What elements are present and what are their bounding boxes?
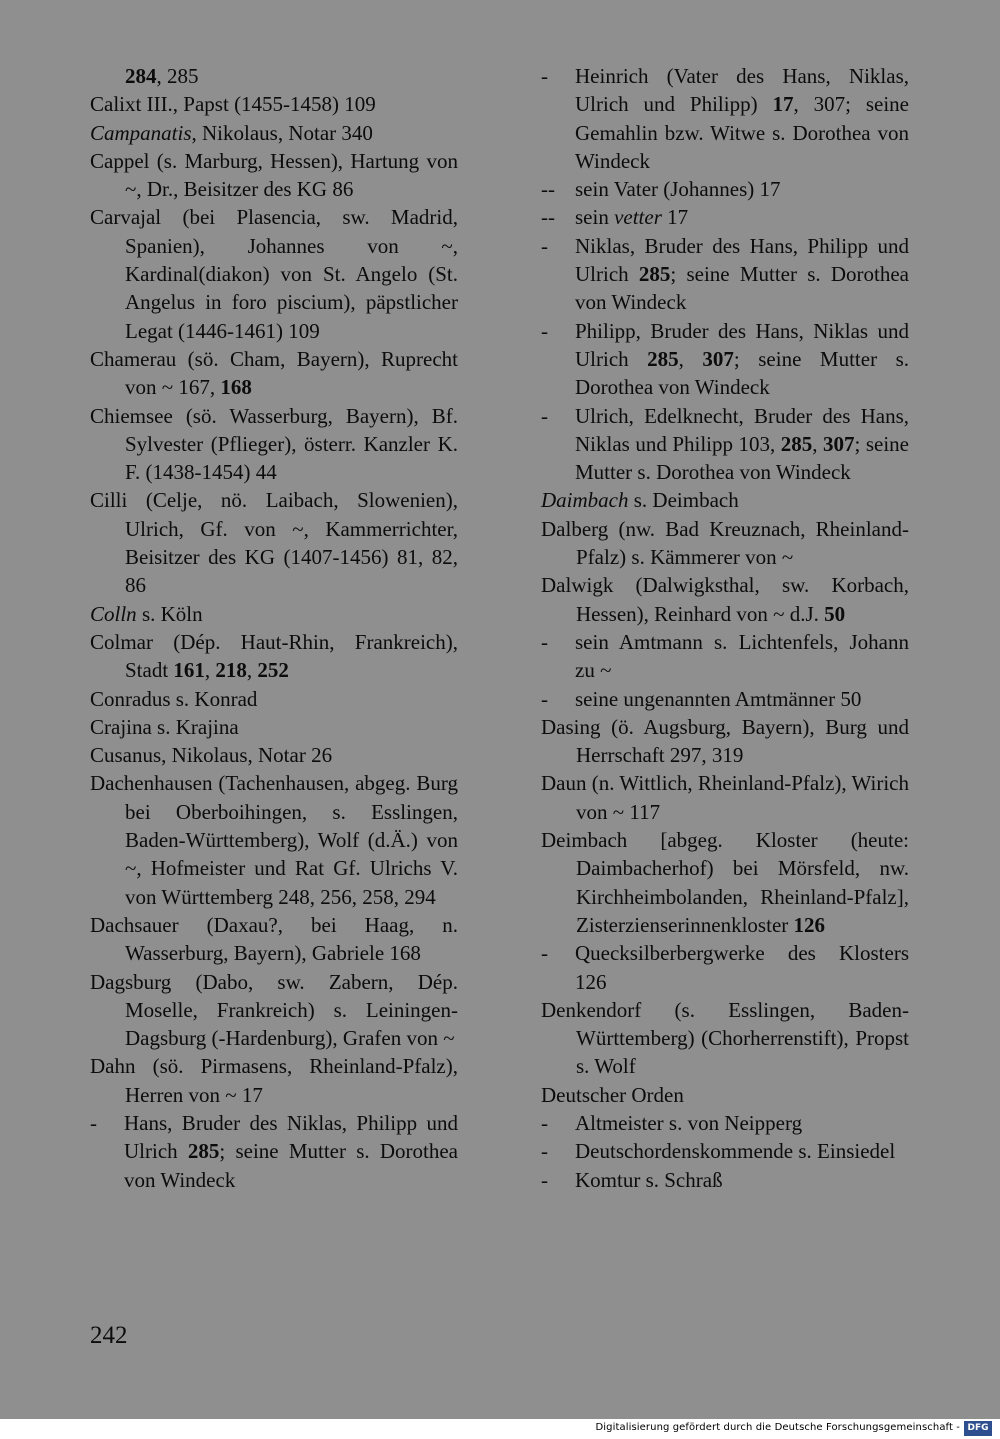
- entry-text: Cappel (s. Marburg, Hessen), Hartung von ~, Dr., Beisitzer des KG 86: [90, 148, 458, 202]
- index-column-left: [90, 62, 458, 1194]
- index-entry: [90, 1052, 458, 1109]
- index-entry: [90, 62, 458, 90]
- entry-dash: -: [541, 629, 548, 654]
- entry-text: Dalberg (nw. Bad Kreuznach, Rheinland-Pfalz) s. Kämmerer von ~: [541, 516, 909, 570]
- index-entry: [90, 713, 458, 741]
- dfg-logo: DFG: [964, 1421, 992, 1436]
- footer-bar: [0, 1419, 1000, 1439]
- entry-text: seine ungenannten Amtmänner 50: [575, 686, 862, 711]
- index-subentry: [541, 62, 909, 175]
- entry-dash: -: [541, 318, 548, 343]
- index-entry: [90, 685, 458, 713]
- entry-text: Komtur s. Schraß: [575, 1167, 723, 1192]
- entry-dash: -: [541, 64, 548, 88]
- entry-text: Deutscher Orden: [541, 1082, 684, 1107]
- entry-text: Crajina s. Krajina: [90, 714, 239, 739]
- index-entry: [90, 628, 458, 685]
- index-column-right: [541, 62, 909, 1194]
- entry-dash: --: [541, 205, 555, 230]
- entry-text: Quecksilberbergwerke des Klosters 126: [575, 941, 909, 994]
- index-entry: [90, 203, 458, 344]
- index-entry: [90, 486, 458, 599]
- entry-text: Deimbach [abgeg. Kloster (heute: Daimbacherhof) bei Mörsfeld, nw. Kirchheimbolanden, Rheinland-Pfalz], Zisterzienserinnenkloster 126: [541, 828, 909, 937]
- index-entry: [541, 571, 909, 628]
- index-subentry: [541, 232, 909, 317]
- index-subentry: [541, 402, 909, 487]
- entry-dash: -: [90, 1110, 97, 1135]
- index-subentry: [541, 1166, 909, 1194]
- index-entry: [541, 713, 909, 770]
- index-entry: [541, 1081, 909, 1109]
- entry-text: Dagsburg (Dabo, sw. Zabern, Dép. Moselle, Frankreich) s. Leiningen-Dagsburg (-Hardenburg), Grafen von ~: [90, 969, 458, 1051]
- entry-text: 284, 285: [125, 64, 199, 88]
- entry-text: Niklas, Bruder des Hans, Philipp und Ulrich 285; seine Mutter s. Dorothea von Windeck: [575, 233, 909, 315]
- index-entry: [90, 119, 458, 147]
- entry-dash: -: [541, 403, 548, 428]
- entry-text: Chamerau (sö. Cham, Bayern), Ruprecht von ~ 167, 168: [90, 346, 458, 400]
- index-subentry: [541, 628, 909, 685]
- entry-dash: -: [541, 686, 548, 711]
- index-subentry: [541, 939, 909, 996]
- entry-text: Conradus s. Konrad: [90, 686, 258, 711]
- index-subentry: [541, 317, 909, 402]
- index-subentry: [541, 685, 909, 713]
- entry-text: Chiemsee (sö. Wasserburg, Bayern), Bf. Sylvester (Pflieger), österr. Kanzler K. F. (1438-1454) 44: [90, 403, 458, 485]
- entry-text: Altmeister s. von Neipperg: [575, 1110, 803, 1135]
- index-entry: [541, 996, 909, 1081]
- entry-text: Calixt III., Papst (1455-1458) 109: [90, 92, 376, 117]
- entry-text: sein Vater (Johannes) 17: [575, 177, 781, 202]
- index-entry: [541, 769, 909, 826]
- entry-text: Cilli (Celje, nö. Laibach, Slowenien), Ulrich, Gf. von ~, Kammerrichter, Beisitzer des KG (1407-1456) 81, 82, 86: [90, 488, 458, 598]
- entry-text: Philipp, Bruder des Hans, Niklas und Ulrich 285, 307; seine Mutter s. Dorothea von Windeck: [575, 318, 910, 400]
- entry-text: Cusanus, Nikolaus, Notar 26: [90, 743, 333, 768]
- entry-text: Denkendorf (s. Esslingen, Baden-Württemberg) (Chorherrenstift), Propst s. Wolf: [541, 997, 909, 1079]
- index-entry: [90, 741, 458, 769]
- entry-text: Dachenhausen (Tachenhausen, abgeg. Burg bei Oberboihingen, s. Esslingen, Baden-Württemberg), Wolf (d.Ä.) von ~, Hofmeister und Rat Gf. Ulrichs V. von Württemberg 248, 256, 258, 294: [90, 771, 458, 909]
- index-entry: [90, 147, 458, 204]
- entry-text: Ulrich, Edelknecht, Bruder des Hans, Niklas und Philipp 103, 285, 307; seine Mutter s. Dorothea von Windeck: [575, 403, 909, 485]
- entry-text: Carvajal (bei Plasencia, sw. Madrid, Spanien), Johannes von ~, Kardinal(diakon) von St. Angelo (St. Angelus in foro piscium), päpstlicher Legat (1446-1461) 109: [90, 205, 458, 343]
- index-entry: [541, 515, 909, 572]
- entry-dash: -: [541, 1139, 548, 1164]
- entry-text: Campanatis, Nikolaus, Notar 340: [90, 120, 373, 145]
- index-entry: [90, 968, 458, 1053]
- index-entry: [541, 826, 909, 939]
- index-subentry: [541, 1109, 909, 1137]
- index-subentry: [541, 1137, 909, 1165]
- entry-text: Dasing (ö. Augsburg, Bayern), Burg und Herrschaft 297, 319: [541, 714, 909, 768]
- entry-text: sein Amtmann s. Lichtenfels, Johann zu ~: [575, 629, 909, 683]
- entry-dash: --: [541, 177, 555, 202]
- entry-text: Hans, Bruder des Niklas, Philipp und Ulrich 285; seine Mutter s. Dorothea von Windeck: [124, 1110, 458, 1192]
- entry-dash: -: [541, 1167, 548, 1192]
- entry-text: Dachsauer (Daxau?, bei Haag, n. Wasserburg, Bayern), Gabriele 168: [90, 912, 458, 966]
- entry-text: sein vetter 17: [575, 205, 689, 230]
- index-subentry: [541, 175, 909, 203]
- index-entry: [90, 345, 458, 402]
- entry-text: Daun (n. Wittlich, Rheinland-Pfalz), Wirich von ~ 117: [541, 771, 909, 824]
- index-subentry: [90, 1109, 458, 1194]
- footer-credit: Digitalisierung gefördert durch die Deutsche Forschungsgemeinschaft -: [595, 1422, 960, 1433]
- entry-dash: -: [541, 1110, 548, 1135]
- index-entry: [90, 911, 458, 968]
- entry-dash: -: [541, 233, 548, 258]
- entry-text: Colmar (Dép. Haut-Rhin, Frankreich), Stadt 161, 218, 252: [90, 629, 458, 683]
- entry-text: Colln s. Köln: [90, 601, 203, 626]
- index-subentry: [541, 203, 909, 231]
- index-entry: [541, 486, 909, 514]
- index-entry: [90, 90, 458, 118]
- entry-dash: -: [541, 941, 548, 966]
- entry-text: Heinrich (Vater des Hans, Niklas, Ulrich und Philipp) 17, 307; seine Gemahlin bzw. Witwe s. Dorothea von Windeck: [575, 64, 910, 173]
- index-entry: [90, 769, 458, 910]
- index-entry: [90, 600, 458, 628]
- entry-text: Dalwigk (Dalwigksthal, sw. Korbach, Hessen), Reinhard von ~ d.J. 50: [541, 573, 909, 626]
- index-entry: [90, 402, 458, 487]
- entry-text: Dahn (sö. Pirmasens, Rheinland-Pfalz), Herren von ~ 17: [90, 1054, 458, 1107]
- page-number: 242: [90, 1322, 128, 1349]
- entry-text: Daimbach s. Deimbach: [541, 488, 739, 513]
- entry-text: Deutschordenskommende s. Einsiedel: [575, 1139, 896, 1164]
